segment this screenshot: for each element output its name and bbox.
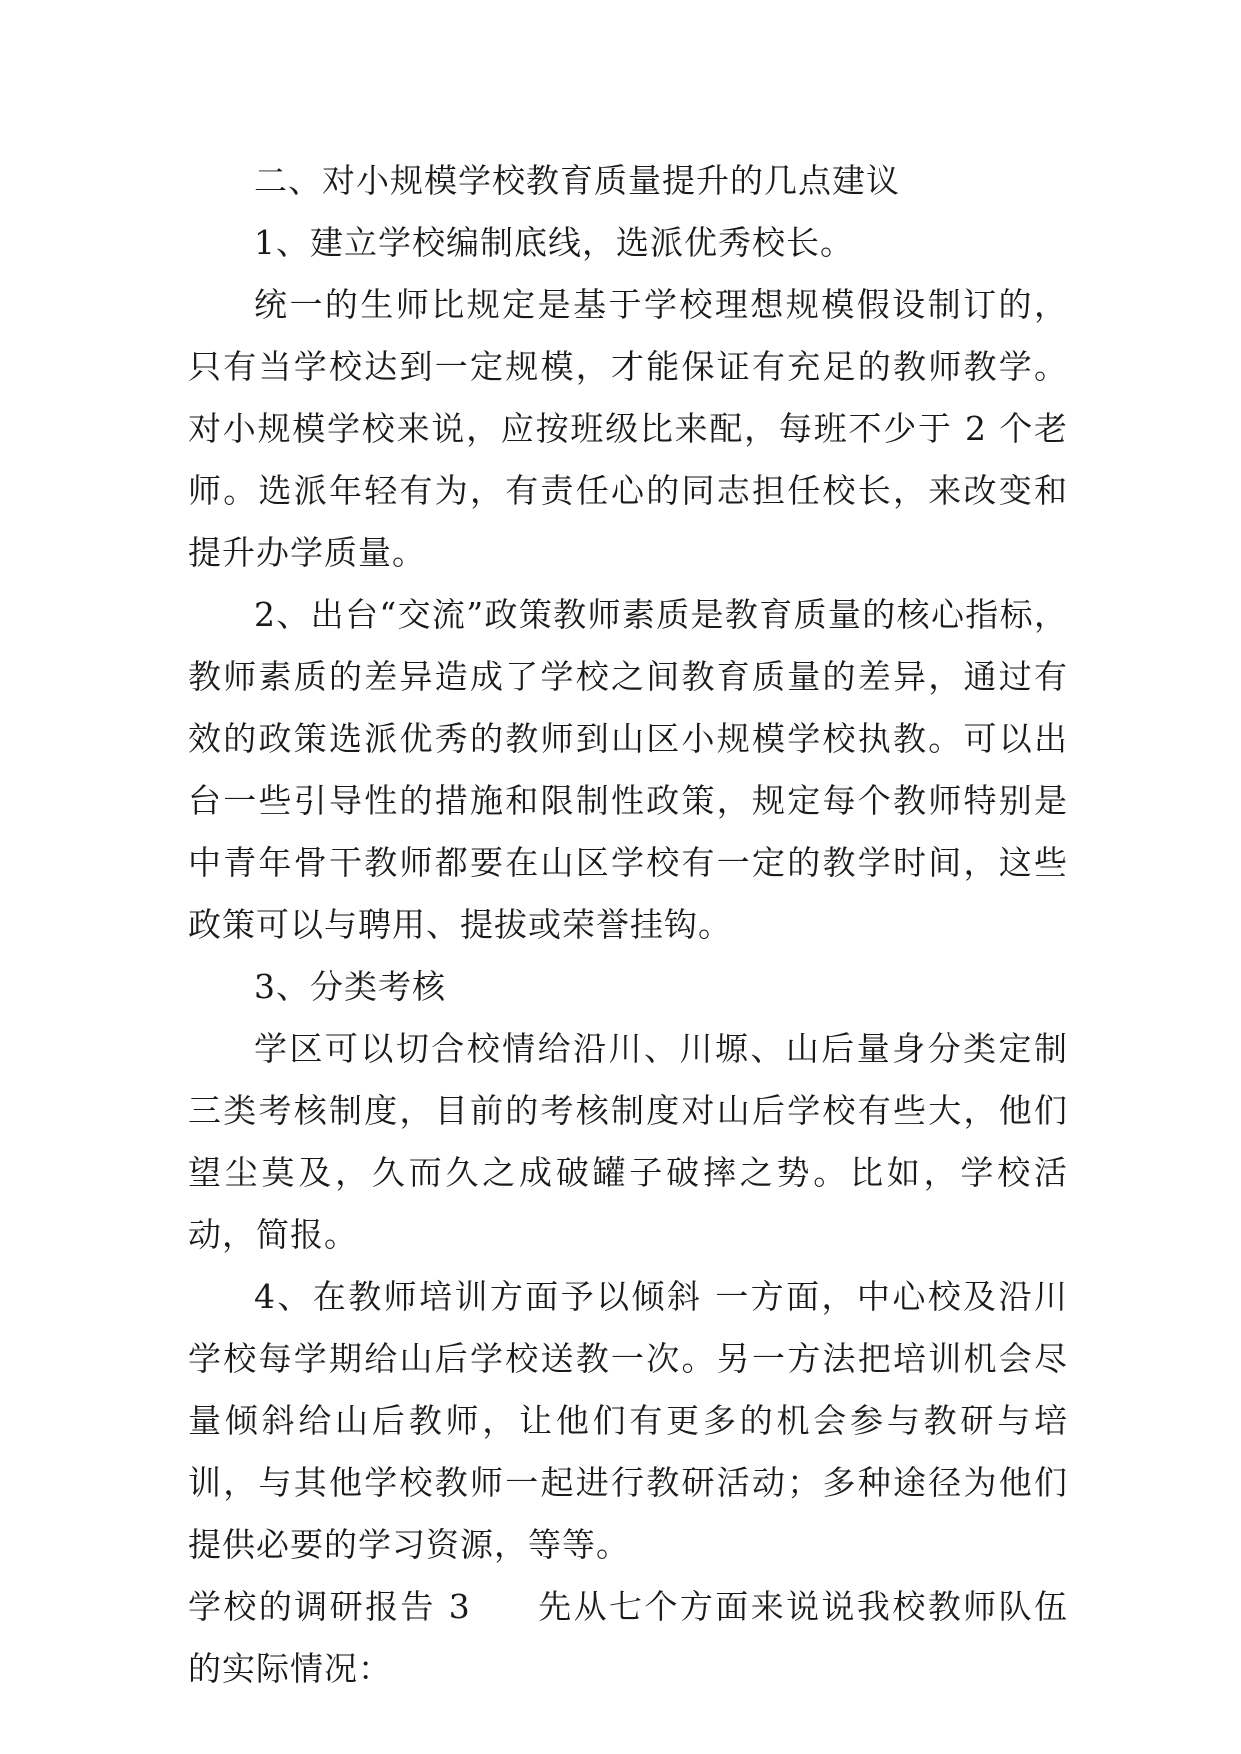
report-3-heading: 学校的调研报告 3 (188, 1587, 471, 1626)
document-body (188, 150, 1068, 1700)
suggestion-1-heading: 1、建立学校编制底线，选派优秀校长。 (254, 223, 854, 262)
paragraph-training: 4、在教师培训方面予以倾斜 一方面，中心校及沿川学校每学期给山后学校送教一次。另一方法把培训机会尽量倾斜给山后教师，让他们有更多的机会参与教研与培训，与其他学校教师一起进行教研活动；多种途径为他们提供必要的学习资源，等等。 (188, 1277, 1068, 1564)
suggestion-3-heading: 3、分类考核 (254, 967, 446, 1006)
paragraph-staffing: 统一的生师比规定是基于学校理想规模假设制订的，只有当学校达到一定规模，才能保证有充足的教师教学。对小规模学校来说，应按班级比来配，每班不少于 2 个老师。选派年轻有为，有责任心的同志担任校长，来改变和提升办学质量。 (188, 285, 1068, 572)
paragraph-assessment: 学区可以切合校情给沿川、川塬、山后量身分类定制三类考核制度，目前的考核制度对山后学校有些大，他们望尘莫及，久而久之成破罐子破摔之势。比如，学校活动，简报。 (188, 1029, 1068, 1254)
report-3-paragraph (188, 1576, 1068, 1700)
paragraph-exchange-policy: 2、出台“交流”政策教师素质是教育质量的核心指标，教师素质的差异造成了学校之间教育质量的差异，通过有效的政策选派优秀的教师到山区小规模学校执教。可以出台一些引导性的措施和限制性政策，规定每个教师特别是中青年骨干教师都要在山区学校有一定的教学时间，这些政策可以与聘用、提拔或荣誉挂钩。 (188, 595, 1068, 944)
report-3-text: 先从七个方面来说说我校教师队伍的实际情况： (188, 1587, 1068, 1688)
section-heading: 二、对小规模学校教育质量提升的几点建议 (254, 161, 900, 200)
